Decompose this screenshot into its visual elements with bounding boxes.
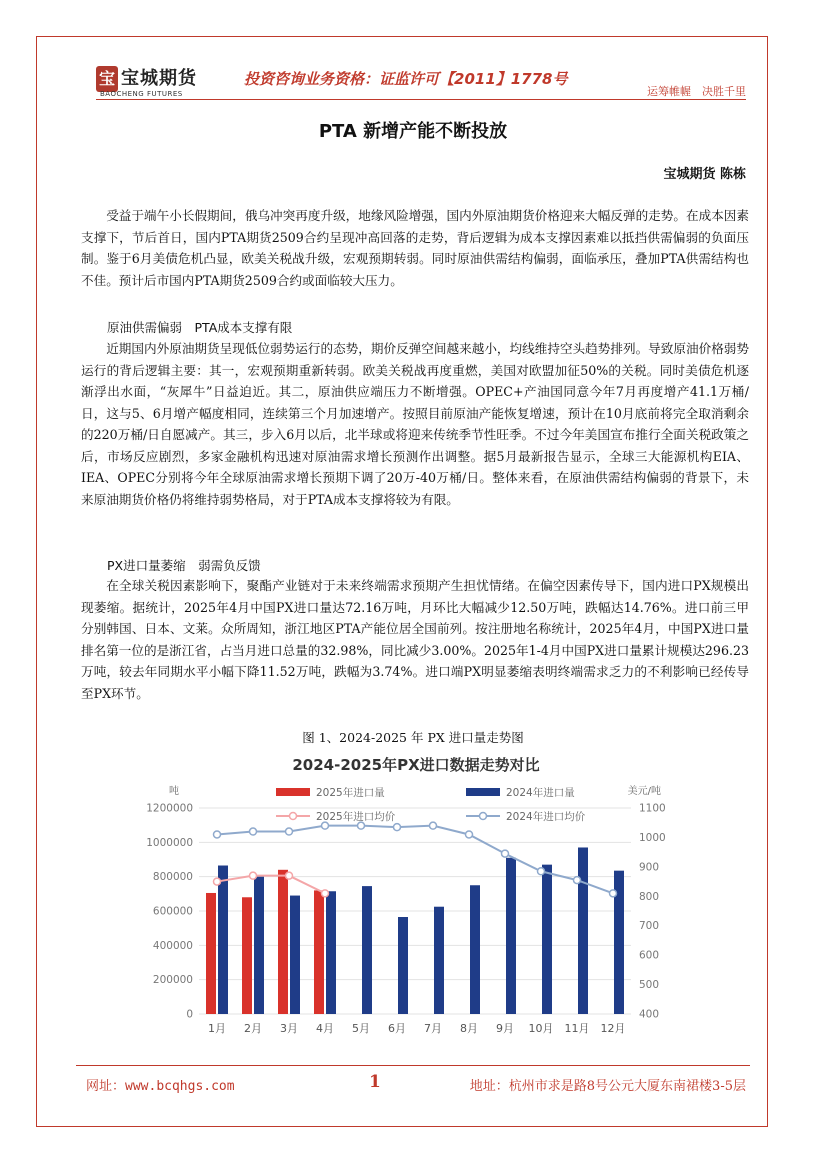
point-2025 (250, 872, 257, 879)
chart-svg (146, 746, 681, 1056)
bar-2025 (314, 890, 324, 1014)
right-tick-label: 500 (639, 979, 660, 992)
x-tick-label: 2月 (244, 1022, 262, 1035)
left-tick-label: 400000 (152, 939, 193, 952)
intro-paragraph: 受益于端午小长假期间，俄乌冲突再度升级，地缘风险增强，国内外原油期货价格迎来大幅反弹的走势。在成本因素支撑下，节后首日，国内PTA期货2509合约呈现冲高回落的走势，背后逻辑为成本支撑因素难以抵挡供需偏弱的负面压制。鉴于6月美债危机凸显，欧美关税战升级，宏观预期转弱。同时原油供需结构偏弱，面临承压，叠加PTA供需结构也不佳。预计后市国内PTA期货2509合约或面临较大压力。 (81, 208, 749, 288)
x-tick-label: 4月 (316, 1022, 334, 1035)
website-label: 网址： (86, 1079, 126, 1094)
point-2024 (610, 890, 617, 897)
point-2024 (466, 831, 473, 838)
legend-marker (290, 813, 297, 820)
x-tick-label: 9月 (496, 1022, 514, 1035)
point-2025 (322, 890, 329, 897)
left-tick-label: 0 (186, 1008, 193, 1021)
point-2024 (250, 828, 257, 835)
point-2024 (286, 828, 293, 835)
company-motto: 运筹帷幄 决胜千里 (647, 85, 746, 98)
article-title: PTA 新增产能不断投放 (318, 121, 508, 142)
article-author: 宝城期货 陈栋 (663, 167, 746, 182)
point-2024 (214, 831, 221, 838)
license-text: 投资咨询业务资格：证监许可【2011】1778号 (244, 70, 568, 88)
x-tick-label: 3月 (280, 1022, 298, 1035)
section-heading-crude: 原油供需偏弱 PTA成本支撑有限 (107, 320, 293, 335)
bar-2024 (254, 877, 264, 1014)
point-2024 (394, 824, 401, 831)
left-axis-unit: 吨 (169, 786, 179, 797)
bar-2024 (398, 917, 408, 1014)
right-tick-label: 1000 (639, 831, 666, 844)
right-tick-label: 400 (639, 1008, 660, 1021)
footer-website (86, 1075, 235, 1094)
bar-2024 (434, 907, 444, 1014)
x-tick-label: 6月 (388, 1022, 406, 1035)
point-2024 (574, 877, 581, 884)
right-tick-label: 800 (639, 890, 660, 903)
x-tick-label: 7月 (424, 1022, 442, 1035)
logo-english-name: BAOCHENG FUTURES (100, 90, 183, 98)
header-divider (96, 99, 746, 100)
x-tick-label: 10月 (528, 1022, 554, 1035)
x-tick-label: 1月 (208, 1022, 226, 1035)
px-paragraph: 在全球关税因素影响下，聚酯产业链对于未来终端需求预期产生担忧情绪。在偏空因素传导下，国内进口PX规模出现萎缩。据统计，2025年4月中国PX进口量达72.16万吨，月环比大幅减少12.50万吨，跌幅达14.76%。进口前三甲分别韩国、日本、文莱。众所周知，浙江地区PTA产能位居全国前列。按注册地名称统计，2025年4月，中国PX进口量排名第一位的是浙江省，占当月进口总量的32.98%，同比减少3.00%。2025年1-4月中国PX进口量累计规模达296.23万吨，较去年同期水平小幅下降11.52万吨，跌幅为3.74%。进口端PX明显萎缩表明终端需求乏力的不利影响已经传导至PX环节。 (81, 578, 749, 701)
point-2024 (430, 822, 437, 829)
bar-2024 (290, 896, 300, 1014)
line-2024 (217, 826, 613, 894)
bar-2025 (278, 870, 288, 1014)
page-number: 1 (369, 1072, 381, 1092)
point-2024 (502, 850, 509, 857)
bar-2024 (470, 885, 480, 1014)
chart-title: 2024-2025年PX进口数据走势对比 (292, 756, 540, 774)
x-tick-label: 11月 (564, 1022, 590, 1035)
left-tick-label: 600000 (152, 905, 193, 918)
bar-2024 (362, 886, 372, 1014)
left-tick-label: 1000000 (146, 836, 193, 849)
legend-swatch (276, 788, 310, 796)
point-2024 (538, 868, 545, 875)
x-tick-label: 5月 (352, 1022, 370, 1035)
px-import-chart (146, 746, 681, 1056)
line-2025 (217, 876, 325, 894)
point-2025 (286, 872, 293, 879)
bar-2024 (506, 858, 516, 1014)
bar-2024 (326, 891, 336, 1014)
x-tick-label: 8月 (460, 1022, 478, 1035)
footer-divider (76, 1065, 750, 1066)
left-tick-label: 200000 (152, 974, 193, 987)
x-tick-label: 12月 (600, 1022, 626, 1035)
logo-chinese-name: 宝城期货 (121, 68, 197, 89)
legend-label: 2024年进口均价 (506, 811, 586, 823)
left-tick-label: 1200000 (146, 802, 193, 815)
bar-2024 (218, 866, 228, 1014)
page-header (96, 62, 746, 102)
legend-label: 2024年进口量 (506, 787, 575, 799)
company-logo (96, 64, 206, 100)
right-tick-label: 900 (639, 861, 660, 874)
legend-label: 2025年进口量 (316, 787, 385, 799)
bar-2025 (242, 897, 252, 1014)
footer-address: 地址：杭州市求是路8号公元大厦东南裙楼3-5层 (469, 1079, 746, 1094)
legend-marker (480, 813, 487, 820)
point-2025 (214, 878, 221, 885)
section-heading-px: PX进口量萎缩 弱需负反馈 (107, 558, 261, 573)
legend-label: 2025年进口均价 (316, 811, 396, 823)
right-tick-label: 600 (639, 949, 660, 962)
right-tick-label: 1100 (639, 802, 666, 815)
bar-2024 (542, 865, 552, 1014)
figure-caption: 图 1、2024-2025 年 PX 进口量走势图 (302, 730, 524, 745)
point-2024 (322, 822, 329, 829)
point-2024 (358, 822, 365, 829)
legend-swatch (466, 788, 500, 796)
crude-paragraph: 近期国内外原油期货呈现低位弱势运行的态势，期价反弹空间越来越小，均线维持空头趋势排列。导致原油价格弱势运行的背后逻辑主要：其一，宏观预期重新转弱。欧美关税战再度重燃，美国对欧盟加征50%的关税。同时美债危机逐渐浮出水面，“灰犀牛”日益迫近。其二，原油供应端压力不断增强。OPEC+产油国同意今年7月再度增产41.1万桶/日，这与5、6月增产幅度相同，连续第三个月加速增产。按照目前原油产能恢复增速，预计在10月底前将完全取消剩余的220万桶/日自愿减产。其三，步入6月以后，北半球或将迎来传统季节性旺季。不过今年美国宣布推行全面关税政策之后，市场反应剧烈，多家金融机构迅速对原油需求增长预测作出调整。据5月最新报告显示，全球三大能源机构EIA、IEA、OPEC分别将今年全球原油需求增长预期下调了20万-40万桶/日。整体来看，在原油供需结构偏弱的背景下，未来原油期货价格仍将维持弱势格局，对于PTA成本支撑将较为有限。 (81, 341, 749, 507)
right-tick-label: 700 (639, 920, 660, 933)
right-axis-unit: 美元/吨 (627, 786, 661, 797)
logo-mark-icon: 宝 (96, 66, 118, 92)
bar-2025 (206, 893, 216, 1014)
website-url[interactable]: www.bcqhgs.com (125, 1079, 235, 1094)
left-tick-label: 800000 (152, 871, 193, 884)
bar-2024 (578, 847, 588, 1014)
